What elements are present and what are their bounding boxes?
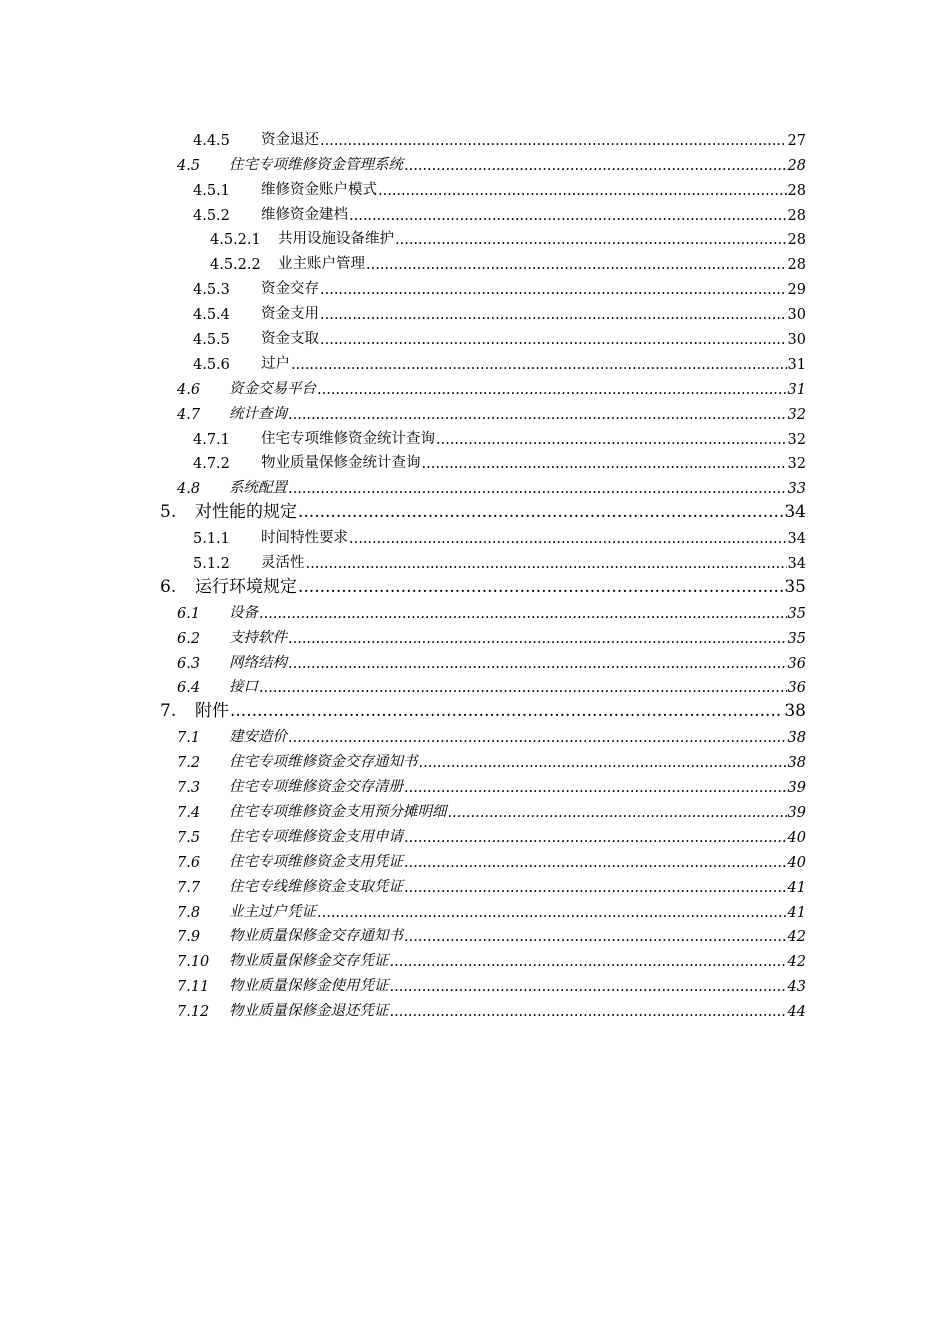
toc-dot-leader bbox=[259, 606, 787, 622]
toc-entry-number: 7.9 bbox=[177, 929, 201, 946]
toc-entry-page-number: 28 bbox=[787, 232, 806, 249]
toc-entry-title: 住宅专项维修资金支用凭证 bbox=[229, 853, 403, 870]
toc-entry-number: 7.1 bbox=[177, 730, 201, 747]
toc-entry-number: 4.5.1 bbox=[193, 182, 230, 199]
toc-dot-leader bbox=[404, 830, 787, 846]
toc-entry-number: 7.10 bbox=[177, 954, 210, 971]
toc-entry[interactable] bbox=[0, 622, 950, 647]
toc-dot-leader bbox=[378, 183, 787, 199]
toc-entry-page-number: 28 bbox=[787, 257, 806, 274]
toc-entry[interactable] bbox=[0, 373, 950, 398]
table-of-contents bbox=[0, 124, 950, 1020]
toc-entry[interactable] bbox=[0, 448, 950, 473]
toc-entry[interactable] bbox=[0, 970, 950, 995]
toc-entry-title: 系统配置 bbox=[229, 480, 287, 497]
toc-entry[interactable] bbox=[0, 174, 950, 199]
toc-entry-page-number: 39 bbox=[787, 804, 806, 821]
toc-entry-title: 资金支取 bbox=[261, 331, 319, 348]
toc-dot-leader bbox=[320, 307, 787, 323]
toc-entry[interactable] bbox=[0, 696, 950, 721]
toc-dot-leader bbox=[298, 577, 783, 597]
toc-dot-leader bbox=[230, 701, 783, 721]
toc-entry-page-number: 29 bbox=[787, 282, 806, 299]
toc-entry-page-number: 35 bbox=[787, 630, 806, 647]
toc-entry-number: 4.5.4 bbox=[193, 307, 230, 324]
toc-entry-page-number: 32 bbox=[787, 431, 806, 448]
toc-dot-leader bbox=[320, 332, 787, 348]
toc-entry-title: 统计查询 bbox=[229, 405, 287, 422]
toc-dot-leader bbox=[349, 531, 787, 547]
toc-entry-title: 过户 bbox=[261, 355, 290, 372]
toc-entry-title: 网络结构 bbox=[229, 654, 287, 671]
toc-entry-page-number: 44 bbox=[787, 1004, 806, 1021]
toc-entry[interactable] bbox=[0, 821, 950, 846]
toc-entry[interactable] bbox=[0, 597, 950, 622]
toc-entry-number: 6.4 bbox=[177, 680, 201, 697]
toc-entry-title: 接口 bbox=[229, 679, 258, 696]
toc-entry[interactable] bbox=[0, 323, 950, 348]
toc-entry-title: 住宅专项维修资金交存通知书 bbox=[229, 754, 418, 771]
toc-dot-leader bbox=[448, 805, 787, 821]
toc-dot-leader bbox=[390, 954, 787, 970]
toc-entry-number: 5. bbox=[160, 502, 177, 523]
toc-entry[interactable] bbox=[0, 124, 950, 149]
toc-entry-title: 设备 bbox=[229, 604, 258, 621]
toc-dot-leader bbox=[317, 905, 787, 921]
toc-entry-title: 物业质量保修金统计查询 bbox=[261, 455, 421, 472]
toc-entry[interactable] bbox=[0, 921, 950, 946]
toc-entry-title: 资金交存 bbox=[261, 281, 319, 298]
toc-entry-number: 7.5 bbox=[177, 829, 201, 846]
toc-entry-page-number: 31 bbox=[787, 356, 806, 373]
toc-entry[interactable] bbox=[0, 796, 950, 821]
toc-entry-number: 7.4 bbox=[177, 804, 201, 821]
toc-entry-title: 支持软件 bbox=[229, 629, 287, 646]
toc-entry[interactable] bbox=[0, 298, 950, 323]
toc-entry-page-number: 38 bbox=[787, 755, 806, 772]
toc-entry-title: 住宅专项维修资金支用申请 bbox=[229, 828, 403, 845]
toc-entry-title: 建安造价 bbox=[229, 729, 287, 746]
toc-entry-page-number: 40 bbox=[787, 854, 806, 871]
toc-entry-title: 对性能的规定 bbox=[195, 502, 297, 523]
toc-entry-number: 4.8 bbox=[177, 481, 201, 498]
toc-entry-page-number: 35 bbox=[784, 576, 806, 597]
toc-entry-number: 4.5 bbox=[177, 157, 201, 174]
toc-entry-number: 4.5.3 bbox=[193, 282, 230, 299]
toc-entry-number: 4.7.2 bbox=[193, 456, 230, 473]
toc-entry-title: 维修资金建档 bbox=[261, 206, 348, 223]
toc-dot-leader bbox=[306, 556, 787, 572]
toc-entry-number: 7.11 bbox=[177, 979, 210, 996]
toc-dot-leader bbox=[288, 481, 787, 497]
toc-entry-number: 7.7 bbox=[177, 879, 201, 896]
toc-entry-title: 资金支用 bbox=[261, 306, 319, 323]
toc-entry[interactable] bbox=[0, 398, 950, 423]
toc-dot-leader bbox=[317, 382, 787, 398]
toc-entry-title: 住宅专线维修资金支取凭证 bbox=[229, 878, 403, 895]
toc-dot-leader bbox=[259, 680, 787, 696]
toc-entry-page-number: 30 bbox=[787, 332, 806, 349]
toc-entry-title: 业主过户凭证 bbox=[229, 903, 316, 920]
toc-entry[interactable] bbox=[0, 497, 950, 522]
toc-dot-leader bbox=[436, 432, 787, 448]
toc-entry-number: 4.5.2.1 bbox=[210, 232, 261, 249]
toc-dot-leader bbox=[395, 232, 787, 248]
toc-entry[interactable] bbox=[0, 572, 950, 597]
toc-entry[interactable] bbox=[0, 846, 950, 871]
toc-dot-leader bbox=[320, 133, 787, 149]
toc-entry-page-number: 32 bbox=[787, 456, 806, 473]
toc-entry[interactable] bbox=[0, 199, 950, 224]
toc-entry-number: 4.4.5 bbox=[193, 132, 230, 149]
toc-dot-leader bbox=[404, 158, 787, 174]
toc-entry-page-number: 39 bbox=[787, 780, 806, 797]
toc-entry-number: 4.6 bbox=[177, 381, 201, 398]
toc-dot-leader bbox=[404, 855, 787, 871]
toc-entry[interactable] bbox=[0, 248, 950, 273]
toc-entry-number: 7.12 bbox=[177, 1004, 210, 1021]
toc-entry[interactable] bbox=[0, 647, 950, 672]
toc-entry[interactable] bbox=[0, 149, 950, 174]
toc-dot-leader bbox=[298, 502, 783, 522]
toc-entry-page-number: 41 bbox=[787, 904, 806, 921]
toc-entry-number: 6.3 bbox=[177, 655, 201, 672]
toc-entry-title: 物业质量保修金退还凭证 bbox=[229, 1003, 389, 1020]
toc-dot-leader bbox=[404, 780, 787, 796]
toc-dot-leader bbox=[349, 208, 787, 224]
toc-entry-page-number: 36 bbox=[787, 680, 806, 697]
toc-entry-page-number: 36 bbox=[787, 655, 806, 672]
toc-dot-leader bbox=[419, 755, 787, 771]
toc-entry-title: 物业质量保修金交存凭证 bbox=[229, 953, 389, 970]
toc-entry-title: 资金交易平台 bbox=[229, 380, 316, 397]
toc-entry-number: 7.8 bbox=[177, 904, 201, 921]
toc-dot-leader bbox=[288, 631, 787, 647]
toc-entry-page-number: 35 bbox=[787, 605, 806, 622]
toc-entry-title: 资金退还 bbox=[261, 131, 319, 148]
toc-entry-page-number: 27 bbox=[787, 132, 806, 149]
toc-entry-title: 共用设施设备维护 bbox=[278, 231, 394, 248]
toc-entry-title: 住宅专项维修资金支用预分摊明细 bbox=[229, 803, 447, 820]
toc-entry-title: 维修资金账户模式 bbox=[261, 181, 377, 198]
toc-entry[interactable] bbox=[0, 224, 950, 249]
toc-entry-number: 4.5.2.2 bbox=[210, 257, 261, 274]
toc-entry-number: 6. bbox=[160, 576, 177, 597]
toc-entry-page-number: 41 bbox=[787, 879, 806, 896]
toc-entry-title: 附件 bbox=[195, 701, 229, 722]
toc-entry-page-number: 38 bbox=[784, 701, 806, 722]
toc-dot-leader bbox=[390, 1004, 787, 1020]
toc-entry-title: 灵活性 bbox=[261, 555, 305, 572]
toc-entry[interactable] bbox=[0, 945, 950, 970]
toc-dot-leader bbox=[320, 282, 787, 298]
toc-entry-page-number: 33 bbox=[787, 481, 806, 498]
toc-entry-number: 6.1 bbox=[177, 605, 201, 622]
toc-dot-leader bbox=[422, 456, 787, 472]
toc-entry-number: 5.1.2 bbox=[193, 556, 230, 573]
toc-entry-page-number: 34 bbox=[787, 556, 806, 573]
toc-entry-title: 住宅专项维修资金交存清册 bbox=[229, 779, 403, 796]
toc-entry[interactable] bbox=[0, 721, 950, 746]
toc-entry[interactable] bbox=[0, 771, 950, 796]
toc-dot-leader bbox=[404, 880, 787, 896]
toc-entry-number: 4.5.6 bbox=[193, 356, 230, 373]
toc-entry[interactable] bbox=[0, 472, 950, 497]
toc-dot-leader bbox=[288, 730, 787, 746]
toc-entry[interactable] bbox=[0, 348, 950, 373]
toc-dot-leader bbox=[291, 357, 787, 373]
toc-dot-leader bbox=[288, 656, 787, 672]
toc-entry-number: 4.7 bbox=[177, 406, 201, 423]
toc-entry-number: 7.6 bbox=[177, 854, 201, 871]
toc-entry-page-number: 40 bbox=[787, 829, 806, 846]
toc-entry[interactable] bbox=[0, 995, 950, 1020]
toc-entry-number: 4.7.1 bbox=[193, 431, 230, 448]
toc-entry-page-number: 42 bbox=[787, 954, 806, 971]
toc-entry-number: 7. bbox=[160, 701, 177, 722]
toc-entry-title: 物业质量保修金使用凭证 bbox=[229, 978, 389, 995]
toc-entry-number: 6.2 bbox=[177, 630, 201, 647]
toc-dot-leader bbox=[390, 979, 787, 995]
toc-entry-page-number: 28 bbox=[787, 182, 806, 199]
toc-entry-number: 7.2 bbox=[177, 755, 201, 772]
toc-entry[interactable] bbox=[0, 672, 950, 697]
toc-entry-number: 4.5.2 bbox=[193, 207, 230, 224]
toc-entry-page-number: 34 bbox=[787, 531, 806, 548]
toc-entry[interactable] bbox=[0, 273, 950, 298]
toc-entry-page-number: 30 bbox=[787, 307, 806, 324]
toc-entry[interactable] bbox=[0, 423, 950, 448]
toc-entry[interactable] bbox=[0, 547, 950, 572]
toc-entry-title: 运行环境规定 bbox=[195, 576, 297, 597]
toc-entry-number: 7.3 bbox=[177, 780, 201, 797]
toc-entry[interactable] bbox=[0, 746, 950, 771]
toc-entry-title: 业主账户管理 bbox=[278, 256, 365, 273]
toc-entry-number: 5.1.1 bbox=[193, 531, 230, 548]
toc-entry-page-number: 28 bbox=[787, 157, 806, 174]
toc-entry-page-number: 28 bbox=[787, 207, 806, 224]
toc-entry-title: 住宅专项维修资金管理系统 bbox=[229, 156, 403, 173]
toc-dot-leader bbox=[288, 407, 787, 423]
toc-entry-page-number: 43 bbox=[787, 979, 806, 996]
toc-entry[interactable] bbox=[0, 522, 950, 547]
toc-entry-page-number: 42 bbox=[787, 929, 806, 946]
toc-entry[interactable] bbox=[0, 871, 950, 896]
toc-entry-page-number: 38 bbox=[787, 730, 806, 747]
toc-entry-page-number: 34 bbox=[784, 502, 806, 523]
toc-entry-page-number: 32 bbox=[787, 406, 806, 423]
toc-entry-page-number: 31 bbox=[787, 381, 806, 398]
toc-entry-title: 时间特性要求 bbox=[261, 530, 348, 547]
toc-dot-leader bbox=[404, 929, 787, 945]
toc-entry-title: 物业质量保修金交存通知书 bbox=[229, 928, 403, 945]
toc-entry-number: 4.5.5 bbox=[193, 332, 230, 349]
toc-entry[interactable] bbox=[0, 896, 950, 921]
toc-entry-title: 住宅专项维修资金统计查询 bbox=[261, 430, 435, 447]
toc-dot-leader bbox=[366, 257, 787, 273]
